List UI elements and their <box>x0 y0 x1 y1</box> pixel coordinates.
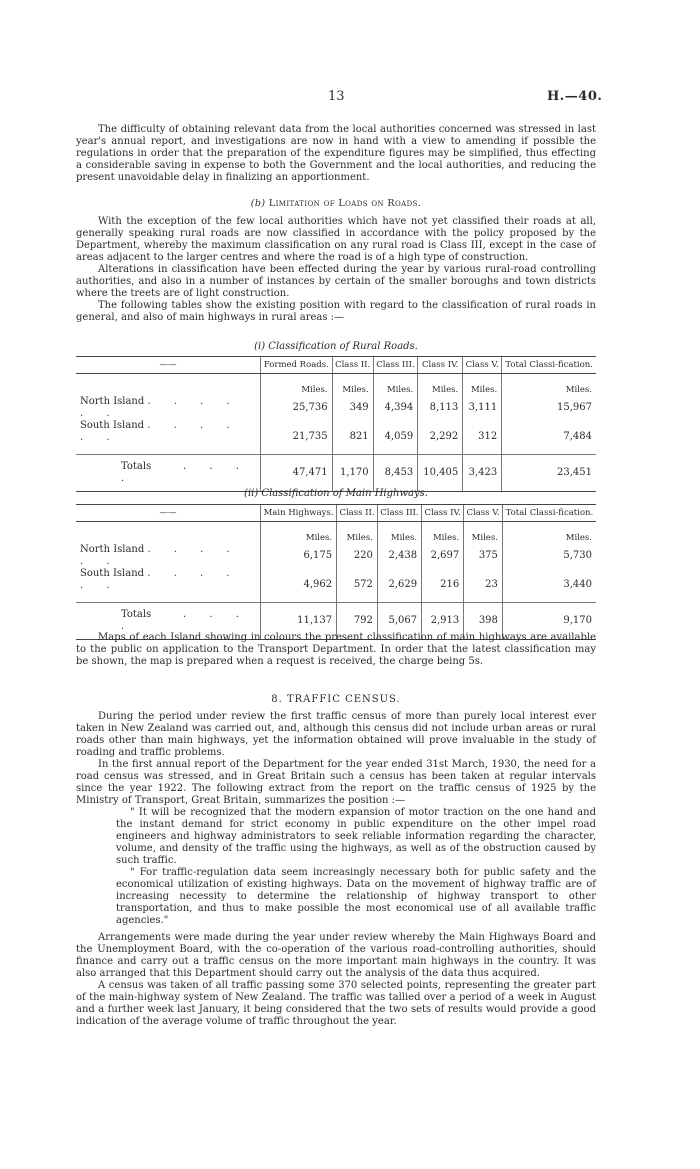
quotation <box>76 807 596 927</box>
intro-paragraph: The difficulty of obtaining relevant data from the local authorities concerned was stressed in last year's annual report, and investigations are now in hand with a view to amending if possible the regulations in order that the preparation of the expenditure figures may be simplified, thus effecting a considerable saving in expense to both the Government and the local authorities, and reducing the present unavoidable delay in finalizing an apportionment. <box>76 124 596 183</box>
table-cell: 3,440 <box>502 568 596 603</box>
unit-cell: Miles. <box>422 522 464 545</box>
row-leader: . . . . . . <box>80 544 240 567</box>
table-cell: 21,735 <box>261 420 333 455</box>
table2-units-row <box>76 522 596 545</box>
table-cell: 2,292 <box>418 420 463 455</box>
row-leader: . . . . . . <box>80 420 240 443</box>
table1-header-cell: Formed Roads. <box>261 357 333 374</box>
section-8-paragraph-1: During the period under review the first traffic census of more than purely local interest ever taken in New Zealand was carried out, and, although this census did not include urban areas or rural roads other than main highways, yet the information obtained will prove invaluable in the study of roading and traffic problems. <box>76 711 596 758</box>
table-cell: 216 <box>422 568 464 603</box>
row-leader: . . . . <box>121 609 249 632</box>
row-label: North Island <box>80 396 145 407</box>
quote-paragraph-1: " It will be recognized that the modern expansion of motor traction on the one hand and the instant demand for strict economy in public expenditure on the other impel road engineers and highway administrators to seek reliable information regarding the character, volume, and density of the traffic using the highways, as well as of the obstruction caused by such traffic. <box>116 807 596 866</box>
table2-header-cell: Class II. <box>337 505 378 522</box>
table1-units-row <box>76 374 596 397</box>
table2-blank-header: —— <box>76 505 261 522</box>
row-leader: . . . . . . <box>80 568 240 591</box>
row-label: South Island <box>80 420 145 431</box>
section-b-paragraph-2: Alterations in classification have been effected during the year by various rural-road controlling authorities, and also in a number of instances by certain of the smaller boroughs and town districts where the treets are of light construction. <box>76 264 596 299</box>
totals-label: Totals <box>121 461 152 472</box>
page-number: 13 <box>328 89 345 104</box>
table1-header-cell: Class V. <box>463 357 502 374</box>
total-cell: 11,137 <box>261 603 337 640</box>
table-cell: 2,438 <box>377 544 421 568</box>
section-b-heading-title: Limitation of Loads on Roads. <box>268 198 422 209</box>
table2-header-cell: Main Highways. <box>261 505 337 522</box>
table-cell: 8,113 <box>418 396 463 420</box>
table-row <box>76 568 596 603</box>
unit-cell: Miles. <box>463 374 502 397</box>
table-cell: 5,730 <box>502 544 596 568</box>
total-cell: 1,170 <box>332 455 373 492</box>
table-cell: 572 <box>337 568 378 603</box>
total-cell: 9,170 <box>502 603 596 640</box>
table1-caption: (i) Classification of Rural Roads. <box>254 341 418 352</box>
section-b-block <box>76 198 596 324</box>
row-leader: . . . . . . <box>80 396 240 419</box>
section-8-paragraph-4: A census was taken of all traffic passing some 370 selected points, representing the greater part of the main-highway system of New Zealand. The traffic was tallied over a period of a week in August and a further week last January, it being considered that the two sets of results would provide a good indication of the average volume of traffic throughout the year. <box>76 980 596 1027</box>
rural-roads-table <box>76 356 596 492</box>
table-cell: 4,962 <box>261 568 337 603</box>
section-8-paragraph-2: In the first annual report of the Department for the year ended 31st March, 1930, the need for a road census was stressed, and in Great Britain such a census has been taken at regular intervals since the year 1922. The following extract from the report on the traffic census of 1925 by the Ministry of Transport, Great Britain, summarizes the position :— <box>76 759 596 806</box>
table1-header-cell: Class II. <box>332 357 373 374</box>
section-b-paragraph-3: The following tables show the existing position with regard to the classification of rural roads in general, and also of main highways in rural areas :— <box>76 300 596 323</box>
table-cell: 349 <box>332 396 373 420</box>
table-cell: 4,059 <box>373 420 418 455</box>
table-cell: 375 <box>464 544 503 568</box>
maps-block <box>76 632 596 668</box>
table1-header-cell: Total Classi-fication. <box>502 357 596 374</box>
table2-header-cell: Class III. <box>377 505 421 522</box>
unit-cell: Miles. <box>418 374 463 397</box>
section-b-heading-prefix: (b) <box>250 198 269 209</box>
table-cell: 821 <box>332 420 373 455</box>
table1-blank-header: —— <box>76 357 261 374</box>
table-cell: 3,111 <box>463 396 502 420</box>
total-cell: 10,405 <box>418 455 463 492</box>
unit-cell: Miles. <box>337 522 378 545</box>
section-8-paragraph-3: Arrangements were made during the year under review whereby the Main Highways Board and the Unemployment Board, with the co-operation of the various road-controlling authorities, should finance and carry out a traffic census on the more important main highways in the country. It was also arranged that this Department should carry out the analysis of the data thus acquired. <box>76 932 596 979</box>
unit-cell: Miles. <box>502 522 596 545</box>
table2-header-cell: Class V. <box>464 505 503 522</box>
quote-paragraph-2: " For traffic-regulation data seem increasingly necessary both for public safety and the economical utilization of existing highways. Data on the movement of highway traffic are of increasing necessity to determine the relationship of highway transport to other transportation, and thus to make possible the most economical use of all available traffic agencies." <box>116 867 596 926</box>
section-8-heading: 8. TRAFFIC CENSUS. <box>271 694 401 705</box>
table-cell: 25,736 <box>261 396 333 420</box>
row-label: South Island <box>80 568 145 579</box>
table-row <box>76 544 596 568</box>
total-cell: 398 <box>464 603 503 640</box>
total-cell: 47,471 <box>261 455 333 492</box>
table-cell: 6,175 <box>261 544 337 568</box>
table-cell: 220 <box>337 544 378 568</box>
unit-cell: Miles. <box>377 522 421 545</box>
unit-cell: Miles. <box>332 374 373 397</box>
table2-header-cell: Total Classi-fication. <box>502 505 596 522</box>
table-cell: 7,484 <box>502 420 596 455</box>
unit-cell: Miles. <box>502 374 596 397</box>
table-cell: 312 <box>463 420 502 455</box>
table-cell: 2,697 <box>422 544 464 568</box>
table2-caption: (ii) Classification of Main Highways. <box>244 488 428 499</box>
totals-row <box>76 455 596 492</box>
section-b-heading <box>76 198 596 210</box>
unit-cell: Miles. <box>373 374 418 397</box>
table1-header-cell: Class IV. <box>418 357 463 374</box>
table-row <box>76 420 596 455</box>
intro-block <box>76 124 596 184</box>
total-cell: 792 <box>337 603 378 640</box>
total-cell: 2,913 <box>422 603 464 640</box>
unit-cell: Miles. <box>261 374 333 397</box>
maps-paragraph: Maps of each Island showing in colours the present classification of main highways are available to the public on application to the Transport Department. In order that the latest classification may be shown, the map is prepared when a request is received, the charge being 5s. <box>76 632 596 667</box>
table-row <box>76 396 596 420</box>
total-cell: 5,067 <box>377 603 421 640</box>
total-cell: 23,451 <box>502 455 596 492</box>
table-cell: 2,629 <box>377 568 421 603</box>
row-leader: . . . . <box>121 461 249 484</box>
table-cell: 23 <box>464 568 503 603</box>
totals-label: Totals <box>121 609 152 620</box>
unit-cell: Miles. <box>464 522 503 545</box>
main-highways-table <box>76 504 596 640</box>
total-cell: 8,453 <box>373 455 418 492</box>
table-cell: 15,967 <box>502 396 596 420</box>
total-cell: 3,423 <box>463 455 502 492</box>
section-b-paragraph-1: With the exception of the few local authorities which have not yet classified their roads at all, generally speaking rural roads are now classified in accordance with the policy proposed by the Department, whereby the maximum classification on any rural road is Class III, except in the case of areas adjacent to the larger centres and where the road is of a high type of construction. <box>76 216 596 263</box>
table2-header-cell: Class IV. <box>422 505 464 522</box>
unit-cell: Miles. <box>261 522 337 545</box>
table1-header-cell: Class III. <box>373 357 418 374</box>
document-reference: H.—40. <box>547 89 603 104</box>
section-8-block <box>76 694 596 1028</box>
table-cell: 4,394 <box>373 396 418 420</box>
row-label: North Island <box>80 544 145 555</box>
